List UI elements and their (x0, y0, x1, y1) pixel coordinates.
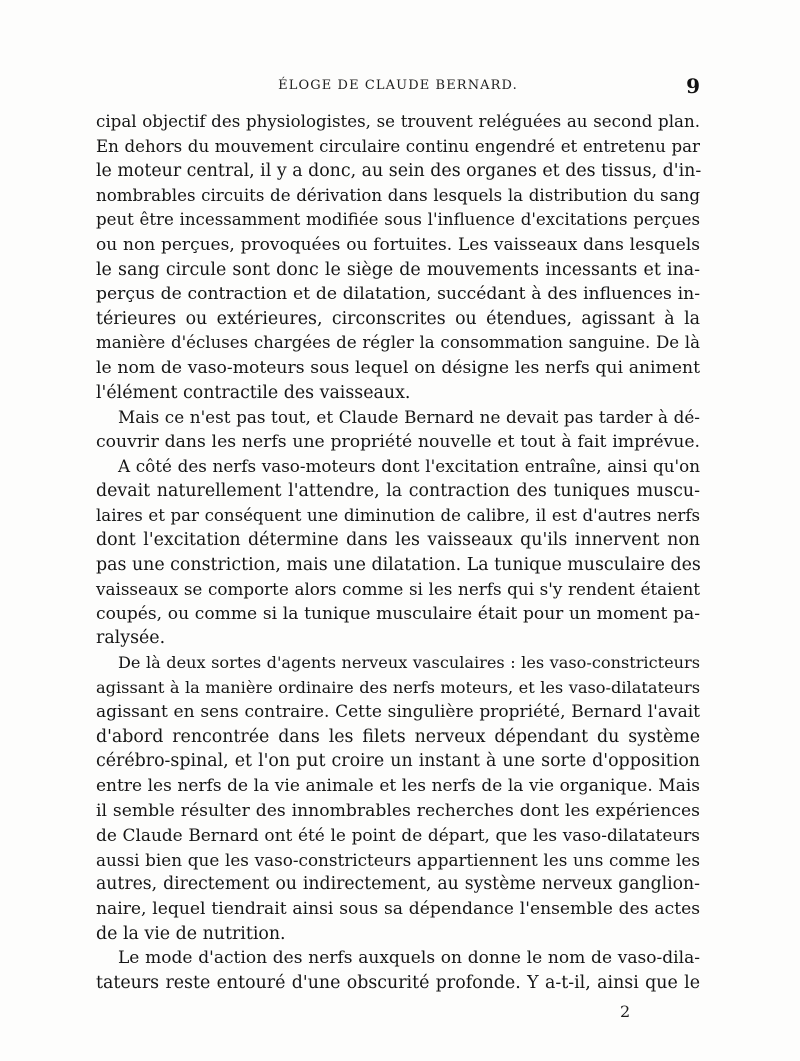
running-title: ÉLOGE DE CLAUDE BERNARD. (278, 78, 518, 93)
text-line: pas une constriction, mais une dilatation. La tunique musculaire des (96, 554, 701, 575)
page-header (96, 74, 700, 100)
text-line: dont l'excitation détermine dans les vaisseaux qu'ils innervent non (96, 530, 700, 551)
text-line: ralysée. (96, 628, 166, 649)
text-line: vaisseaux se comporte alors comme si les nerfs qui s'y rendent étaient (96, 579, 700, 600)
text-line: laires et par conséquent une diminution de calibre, il est d'autres nerfs (96, 505, 700, 525)
text-line: tateurs reste entouré d'une obscurité profonde. Y a-t-il, ainsi que le (96, 972, 700, 993)
text-line: cipal objectif des physiologistes, se trouvent reléguées au second plan. (96, 112, 700, 131)
text-line: de Claude Bernard ont été le point de départ, que les vaso-dilatateurs (96, 825, 700, 846)
text-line: térieures ou extérieures, circonscrites ou étendues, agissant à la (96, 308, 700, 329)
text-line: En dehors du mouvement circulaire continu engendré et entretenu par (96, 136, 700, 156)
text-line: de la vie de nutrition. (96, 923, 286, 944)
signature-mark: 2 (620, 1002, 631, 1021)
text-line: entre les nerfs de la vie animale et les nerfs de la vie organique. Mais (96, 776, 700, 797)
text-line: aussi bien que les vaso-constricteurs appartiennent les uns comme les (96, 849, 700, 870)
text-line: nombrables circuits de dérivation dans lesquels la distribution du sang (96, 185, 700, 205)
text-line: le nom de vaso-moteurs sous lequel on désigne les nerfs qui animent (96, 357, 700, 378)
text-line: ou non perçues, provoquées ou fortuites. Les vaisseaux dans lesquels (96, 234, 700, 255)
text-line: perçus de contraction et de dilatation, succédant à des influences in- (96, 284, 700, 305)
text-line: naire, lequel tiendrait ainsi sous sa dépendance l'ensemble des actes (96, 899, 700, 919)
text-line: l'élément contractile des vaisseaux. (96, 382, 411, 403)
text-line: manière d'écluses chargées de régler la consommation sanguine. De là (96, 333, 700, 353)
text-line: Le mode d'action des nerfs auxquels on donne le nom de vaso-dila- (118, 948, 700, 969)
page-number: 9 (686, 74, 700, 98)
text-line: coupés, ou comme si la tunique musculaire était pour un moment pa- (96, 603, 700, 624)
text-line: agissant à la manière ordinaire des nerfs moteurs, et les vaso-dilatateurs (96, 677, 700, 697)
text-line: peut être incessamment modifiée sous l'influence d'excitations perçues (96, 210, 700, 230)
text-line: le moteur central, il y a donc, au sein des organes et des tissus, d'in- (96, 161, 702, 182)
text-line: De là deux sortes d'agents nerveux vasculaires : les vaso-constricteurs (118, 653, 700, 673)
text-line: le sang circule sont donc le siège de mouvements incessants et ina- (96, 259, 700, 280)
text-line: A côté des nerfs vaso-moteurs dont l'excitation entraîne, ainsi qu'on (118, 456, 700, 477)
text-line: il semble résulter des innombrables recherches dont les expériences (96, 800, 700, 821)
text-line: autres, directement ou indirectement, au système nerveux ganglion- (96, 874, 700, 895)
text-line: couvrir dans les nerfs une propriété nouvelle et tout à fait imprévue. (96, 431, 700, 452)
text-line: agissant en sens contraire. Cette singulière propriété, Bernard l'avait (96, 702, 700, 723)
body-text (96, 110, 700, 995)
text-line: d'abord rencontrée dans les filets nerveux dépendant du système (96, 726, 700, 747)
text-line: devait naturellement l'attendre, la contraction des tuniques muscu- (96, 480, 700, 501)
text-line: Mais ce n'est pas tout, et Claude Bernard ne devait pas tarder à dé- (118, 407, 700, 428)
text-line: cérébro-spinal, et l'on put croire un instant à une sorte d'opposition (96, 751, 700, 772)
